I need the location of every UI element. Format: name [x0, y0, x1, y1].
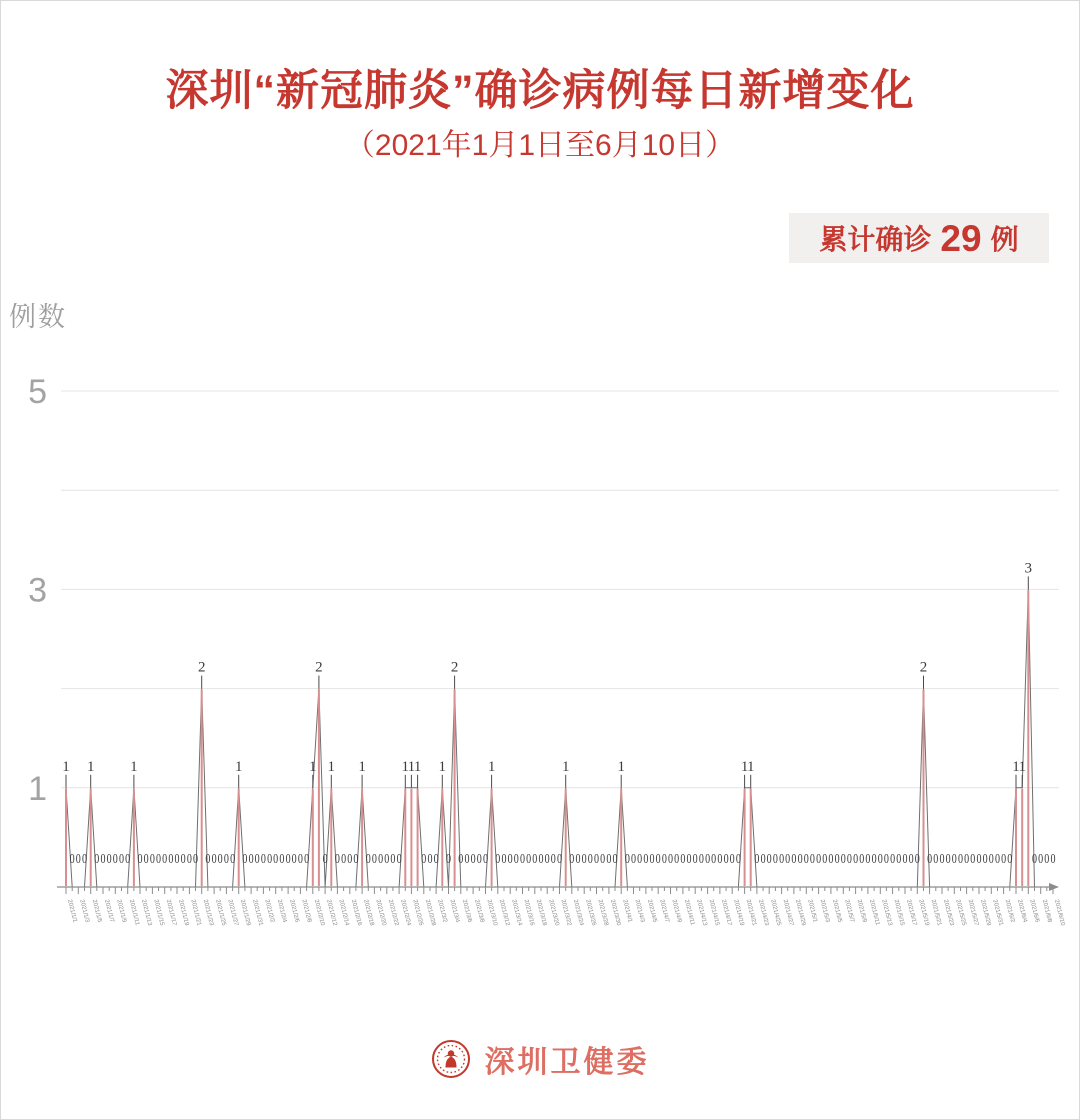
case-value-label: 2 — [197, 659, 206, 676]
x-date-label: 2021/1/5 — [90, 899, 103, 924]
zero-value-label: 0 — [723, 850, 729, 867]
zero-value-label: 0 — [877, 850, 883, 867]
x-axis-arrow — [1049, 883, 1059, 891]
zero-value-label: 0 — [803, 850, 809, 867]
zero-value-label: 0 — [871, 850, 877, 867]
zero-value-label: 0 — [162, 850, 168, 867]
x-date-label: 2021/1/25 — [214, 899, 227, 927]
zero-value-label: 0 — [155, 850, 162, 867]
x-date-label: 2021/5/5 — [830, 899, 843, 924]
x-date-label: 2021/5/23 — [942, 899, 955, 927]
x-date-label: 2021/4/17 — [719, 899, 733, 927]
zero-value-label: 0 — [242, 850, 248, 867]
case-value-label: 2 — [919, 659, 928, 676]
zero-value-label: 0 — [285, 850, 291, 867]
zero-value-label: 0 — [217, 850, 223, 867]
x-date-label: 2021/3/4 — [448, 899, 461, 924]
x-date-label: 2021/3/20 — [547, 899, 560, 927]
zero-value-label: 0 — [550, 850, 556, 867]
daily-new-cases-chart — [1, 1, 1080, 1120]
x-date-label: 2021/6/6 — [1028, 899, 1040, 924]
x-date-label: 2021/5/21 — [929, 899, 942, 927]
zero-value-label: 0 — [291, 850, 297, 867]
y-axis-title: 例数 — [9, 302, 67, 332]
zero-value-label: 0 — [797, 850, 803, 867]
zero-value-label: 0 — [587, 850, 593, 867]
zero-value-label: 0 — [470, 850, 476, 867]
x-date-label: 2021/1/27 — [226, 899, 239, 927]
zero-value-label: 0 — [137, 850, 143, 867]
zero-value-label: 0 — [865, 850, 871, 867]
zero-value-label: 0 — [822, 850, 828, 867]
zero-value-label: 0 — [982, 850, 988, 867]
x-date-label: 2021/2/22 — [386, 899, 400, 927]
zero-value-label: 0 — [686, 850, 692, 867]
zero-value-label: 0 — [347, 850, 353, 867]
zero-value-label: 0 — [705, 850, 711, 867]
zero-value-label: 0 — [100, 850, 106, 867]
case-value-label: 1 — [358, 758, 366, 775]
x-date-label: 2021/3/10 — [485, 899, 498, 927]
y-tick-label: 1 — [28, 769, 47, 808]
zero-value-label: 0 — [667, 850, 674, 867]
case-value-label: 1 — [561, 758, 570, 775]
zero-value-label: 0 — [729, 850, 735, 867]
case-value-label: 1 — [130, 758, 138, 775]
x-date-label: 2021/5/27 — [966, 899, 979, 927]
zero-value-label: 0 — [791, 850, 797, 867]
x-date-label: 2021/5/7 — [843, 899, 855, 924]
zero-value-label: 0 — [371, 850, 377, 867]
x-date-label: 2021/2/20 — [374, 899, 387, 927]
x-date-label: 2021/5/15 — [892, 899, 905, 927]
zero-value-label: 0 — [600, 850, 606, 867]
x-date-label: 2021/3/16 — [522, 899, 535, 927]
zero-value-label: 0 — [890, 850, 896, 867]
x-date-label: 2021/3/12 — [497, 899, 511, 927]
zero-value-label: 0 — [538, 850, 544, 867]
zero-value-label: 0 — [606, 850, 612, 867]
x-date-label: 2021/1/19 — [177, 899, 190, 927]
zero-value-label: 0 — [230, 850, 236, 867]
zero-value-label: 0 — [945, 850, 951, 867]
zero-value-label: 0 — [939, 850, 945, 867]
zero-value-label: 0 — [322, 850, 328, 867]
y-tick-label: 5 — [28, 373, 47, 411]
x-date-label: 2021/1/1 — [66, 899, 78, 924]
x-date-label: 2021/4/11 — [682, 899, 696, 926]
x-date-label: 2021/1/15 — [152, 899, 165, 927]
zero-value-label: 0 — [106, 850, 112, 867]
zero-value-label: 0 — [785, 850, 791, 867]
zero-value-label: 0 — [192, 850, 199, 867]
zero-value-label: 0 — [396, 850, 402, 867]
x-date-label: 2021/6/4 — [1016, 899, 1028, 924]
zero-value-label: 0 — [556, 850, 563, 867]
page-title: 深圳“新冠肺炎”确诊病例每日新增变化 — [165, 67, 915, 115]
x-date-label: 2021/1/11 — [127, 899, 140, 926]
zero-value-label: 0 — [964, 850, 970, 867]
x-date-label: 2021/3/26 — [584, 899, 597, 927]
x-date-label: 2021/2/2 — [263, 899, 275, 924]
x-date-label: 2021/4/13 — [695, 899, 708, 927]
zero-value-label: 0 — [378, 850, 384, 867]
case-value-label: 1 — [1012, 758, 1020, 775]
zero-value-label: 0 — [427, 850, 433, 867]
x-date-label: 2021/3/6 — [460, 899, 473, 924]
x-date-label: 2021/5/29 — [979, 899, 992, 927]
zero-value-label: 0 — [544, 850, 550, 867]
x-date-label: 2021/4/15 — [707, 899, 720, 927]
zero-value-label: 0 — [927, 850, 933, 867]
zero-value-label: 0 — [976, 850, 982, 867]
zero-value-label: 0 — [1007, 850, 1013, 867]
zero-value-label: 0 — [267, 850, 273, 867]
zero-value-label: 0 — [464, 850, 470, 867]
zero-value-label: 0 — [896, 850, 902, 867]
zero-value-label: 0 — [69, 850, 75, 867]
case-value-label: 1 — [413, 758, 422, 775]
zero-value-label: 0 — [883, 850, 889, 867]
zero-value-label: 0 — [630, 850, 637, 867]
x-date-label: 2021/4/23 — [756, 899, 770, 927]
zero-value-label: 0 — [680, 850, 686, 867]
x-date-label: 2021/6/10 — [1053, 899, 1066, 927]
case-value-label: 1 — [327, 758, 336, 775]
zero-value-label: 0 — [593, 850, 600, 867]
x-date-label: 2021/1/21 — [189, 899, 202, 927]
x-date-label: 2021/5/3 — [818, 899, 831, 924]
zero-value-label: 0 — [532, 850, 538, 867]
badge-count: 29 — [940, 217, 982, 259]
x-date-label: 2021/2/10 — [312, 899, 326, 927]
zero-value-label: 0 — [519, 850, 526, 867]
zero-value-label: 0 — [180, 850, 186, 867]
zero-value-label: 0 — [914, 850, 920, 867]
x-date-label: 2021/2/24 — [399, 899, 412, 927]
zero-value-label: 0 — [507, 850, 513, 867]
zero-value-label: 0 — [779, 850, 785, 867]
shenzhen-health-commission-seal-icon — [431, 1039, 471, 1079]
x-date-label: 2021/2/16 — [349, 899, 363, 927]
x-date-label: 2021/2/4 — [275, 899, 288, 924]
x-date-label: 2021/1/13 — [140, 899, 153, 927]
zero-value-label: 0 — [482, 850, 489, 867]
zero-value-label: 0 — [248, 850, 254, 867]
x-date-label: 2021/3/30 — [608, 899, 622, 927]
zero-value-label: 0 — [279, 850, 285, 867]
x-date-label: 2021/2/8 — [300, 899, 312, 924]
zero-value-label: 0 — [273, 850, 279, 867]
zero-value-label: 0 — [186, 850, 192, 867]
zero-value-label: 0 — [772, 850, 778, 867]
x-date-label: 2021/4/9 — [670, 899, 683, 924]
zero-value-label: 0 — [168, 850, 174, 867]
badge-label: 累计确诊 — [819, 224, 932, 255]
zero-value-label: 0 — [390, 850, 396, 867]
zero-value-label: 0 — [476, 850, 482, 867]
x-date-label: 2021/1/31 — [251, 899, 264, 927]
zero-value-label: 0 — [205, 850, 211, 867]
zero-value-label: 0 — [624, 850, 630, 867]
x-date-label: 2021/4/3 — [633, 899, 646, 924]
zero-value-label: 0 — [717, 850, 723, 867]
zero-value-label: 0 — [859, 850, 865, 867]
x-date-label: 2021/3/28 — [596, 899, 609, 927]
zero-value-label: 0 — [513, 850, 519, 867]
zero-value-label: 0 — [304, 850, 310, 867]
zero-value-label: 0 — [902, 850, 908, 867]
zero-value-label: 0 — [970, 850, 976, 867]
x-date-label: 2021/4/7 — [658, 899, 670, 924]
x-date-label: 2021/2/28 — [423, 899, 437, 927]
case-value-label: 1 — [309, 758, 317, 775]
x-date-label: 2021/2/6 — [288, 899, 300, 924]
zero-value-label: 0 — [341, 850, 347, 867]
case-value-label: 1 — [746, 758, 755, 775]
x-date-label: 2021/1/17 — [164, 899, 178, 927]
x-date-label: 2021/5/25 — [954, 899, 967, 927]
x-date-label: 2021/3/24 — [571, 899, 585, 927]
zero-value-label: 0 — [698, 850, 704, 867]
x-date-label: 2021/4/25 — [769, 899, 782, 927]
x-date-label: 2021/5/9 — [855, 899, 868, 924]
zero-value-label: 0 — [809, 850, 815, 867]
case-value-label: 2 — [450, 659, 459, 676]
x-date-label: 2021/3/2 — [436, 899, 448, 924]
x-date-label: 2021/4/29 — [793, 899, 807, 927]
zero-value-label: 0 — [643, 850, 649, 867]
zero-value-label: 0 — [445, 850, 452, 867]
case-value-label: 1 — [234, 758, 243, 775]
zero-value-label: 0 — [988, 850, 994, 867]
case-value-label: 1 — [86, 758, 95, 775]
zero-value-label: 0 — [118, 850, 125, 867]
case-value-label: 1 — [407, 758, 416, 775]
zero-value-label: 0 — [853, 850, 859, 867]
case-value-label: 1 — [487, 758, 496, 775]
zero-value-label: 0 — [951, 850, 957, 867]
x-date-label: 2021/5/17 — [905, 899, 918, 927]
zero-value-label: 0 — [384, 850, 390, 867]
zero-value-label: 0 — [421, 850, 427, 867]
zero-value-label: 0 — [649, 850, 655, 867]
x-date-label: 2021/3/14 — [510, 899, 523, 927]
page-subtitle: （2021年1月1日至6月10日） — [344, 129, 736, 162]
zero-value-label: 0 — [834, 850, 840, 867]
zero-value-label: 0 — [526, 850, 532, 867]
zero-value-label: 0 — [254, 850, 260, 867]
zero-value-label: 0 — [433, 850, 439, 867]
zero-value-label: 0 — [495, 850, 501, 867]
case-value-label: 1 — [401, 758, 410, 775]
case-value-label: 1 — [617, 758, 625, 775]
zero-value-label: 0 — [692, 850, 698, 867]
x-date-label: 2021/1/7 — [103, 899, 115, 924]
zero-value-label: 0 — [754, 850, 760, 867]
x-date-label: 2021/2/14 — [337, 899, 350, 927]
x-date-label: 2021/5/19 — [917, 899, 930, 927]
zero-value-label: 0 — [637, 850, 643, 867]
zero-value-label: 0 — [711, 850, 717, 867]
x-date-label: 2021/6/2 — [1003, 899, 1016, 924]
zero-value-label: 0 — [612, 850, 618, 867]
zero-value-label: 0 — [112, 850, 118, 867]
case-value-label: 1 — [740, 758, 749, 775]
zero-value-label: 0 — [1050, 850, 1056, 867]
zero-value-label: 0 — [211, 850, 217, 867]
zero-value-label: 0 — [353, 850, 359, 867]
footer — [1, 1037, 1079, 1081]
zero-value-label: 0 — [94, 850, 100, 867]
zero-value-label: 0 — [661, 850, 667, 867]
zero-value-label: 0 — [81, 850, 88, 867]
x-date-label: 2021/4/5 — [645, 899, 658, 924]
zero-value-label: 0 — [143, 850, 149, 867]
x-date-label: 2021/6/8 — [1040, 899, 1053, 924]
case-value-label: 3 — [1024, 560, 1033, 577]
zero-value-label: 0 — [1001, 850, 1007, 867]
x-date-label: 2021/4/19 — [732, 899, 745, 927]
footer-org-name: 深圳卫健委 — [484, 1046, 650, 1079]
zero-value-label: 0 — [297, 850, 303, 867]
x-date-label: 2021/5/1 — [806, 899, 818, 924]
y-tick-label: 3 — [28, 571, 47, 610]
zero-value-label: 0 — [908, 850, 914, 867]
x-date-label: 2021/1/23 — [201, 899, 215, 927]
zero-value-label: 0 — [260, 850, 266, 867]
x-date-label: 2021/1/3 — [78, 899, 90, 924]
zero-value-label: 0 — [501, 850, 507, 867]
zero-value-label: 0 — [575, 850, 581, 867]
zero-value-label: 0 — [957, 850, 964, 867]
x-date-label: 2021/2/12 — [325, 899, 338, 927]
x-date-label: 2021/3/18 — [534, 899, 548, 927]
zero-value-label: 0 — [655, 850, 661, 867]
x-date-label: 2021/2/18 — [362, 899, 375, 927]
zero-value-label: 0 — [1038, 850, 1044, 867]
zero-value-label: 0 — [125, 850, 131, 867]
badge-unit: 例 — [990, 224, 1019, 255]
case-value-label: 1 — [438, 758, 447, 775]
daily-cases-line — [66, 589, 1056, 887]
x-date-label: 2021/1/9 — [115, 899, 127, 924]
zero-value-label: 0 — [766, 850, 772, 867]
x-date-label: 2021/4/1 — [621, 899, 633, 924]
case-value-label: 2 — [315, 659, 323, 676]
x-date-label: 2021/2/26 — [411, 899, 424, 927]
x-date-label: 2021/5/31 — [991, 899, 1004, 927]
case-value-label: 1 — [1018, 758, 1026, 775]
x-date-label: 2021/1/29 — [238, 899, 252, 927]
zero-value-label: 0 — [581, 850, 587, 867]
zero-value-label: 0 — [569, 850, 575, 867]
zero-value-label: 0 — [458, 850, 464, 867]
zero-value-label: 0 — [994, 850, 1001, 867]
zero-value-label: 0 — [365, 850, 371, 867]
x-date-label: 2021/3/8 — [473, 899, 485, 924]
zero-value-label: 0 — [149, 850, 155, 867]
zero-value-label: 0 — [75, 850, 81, 867]
x-date-label: 2021/4/27 — [781, 899, 794, 927]
x-date-label: 2021/5/11 — [867, 899, 881, 926]
zero-value-label: 0 — [1031, 850, 1038, 867]
zero-value-label: 0 — [933, 850, 939, 867]
zero-value-label: 0 — [828, 850, 834, 867]
case-value-label: 1 — [62, 758, 70, 775]
zero-value-label: 0 — [735, 850, 741, 867]
zero-value-label: 0 — [816, 850, 822, 867]
x-date-label: 2021/5/13 — [880, 899, 893, 927]
zero-value-label: 0 — [760, 850, 766, 867]
x-date-label: 2021/4/21 — [744, 899, 757, 927]
zero-value-label: 0 — [223, 850, 229, 867]
zero-value-label: 0 — [674, 850, 680, 867]
zero-value-label: 0 — [174, 850, 180, 867]
zero-value-label: 0 — [846, 850, 852, 867]
zero-value-label: 0 — [840, 850, 846, 867]
x-date-label: 2021/3/22 — [559, 899, 572, 927]
zero-value-label: 0 — [1044, 850, 1050, 867]
zero-value-label: 0 — [334, 850, 340, 867]
